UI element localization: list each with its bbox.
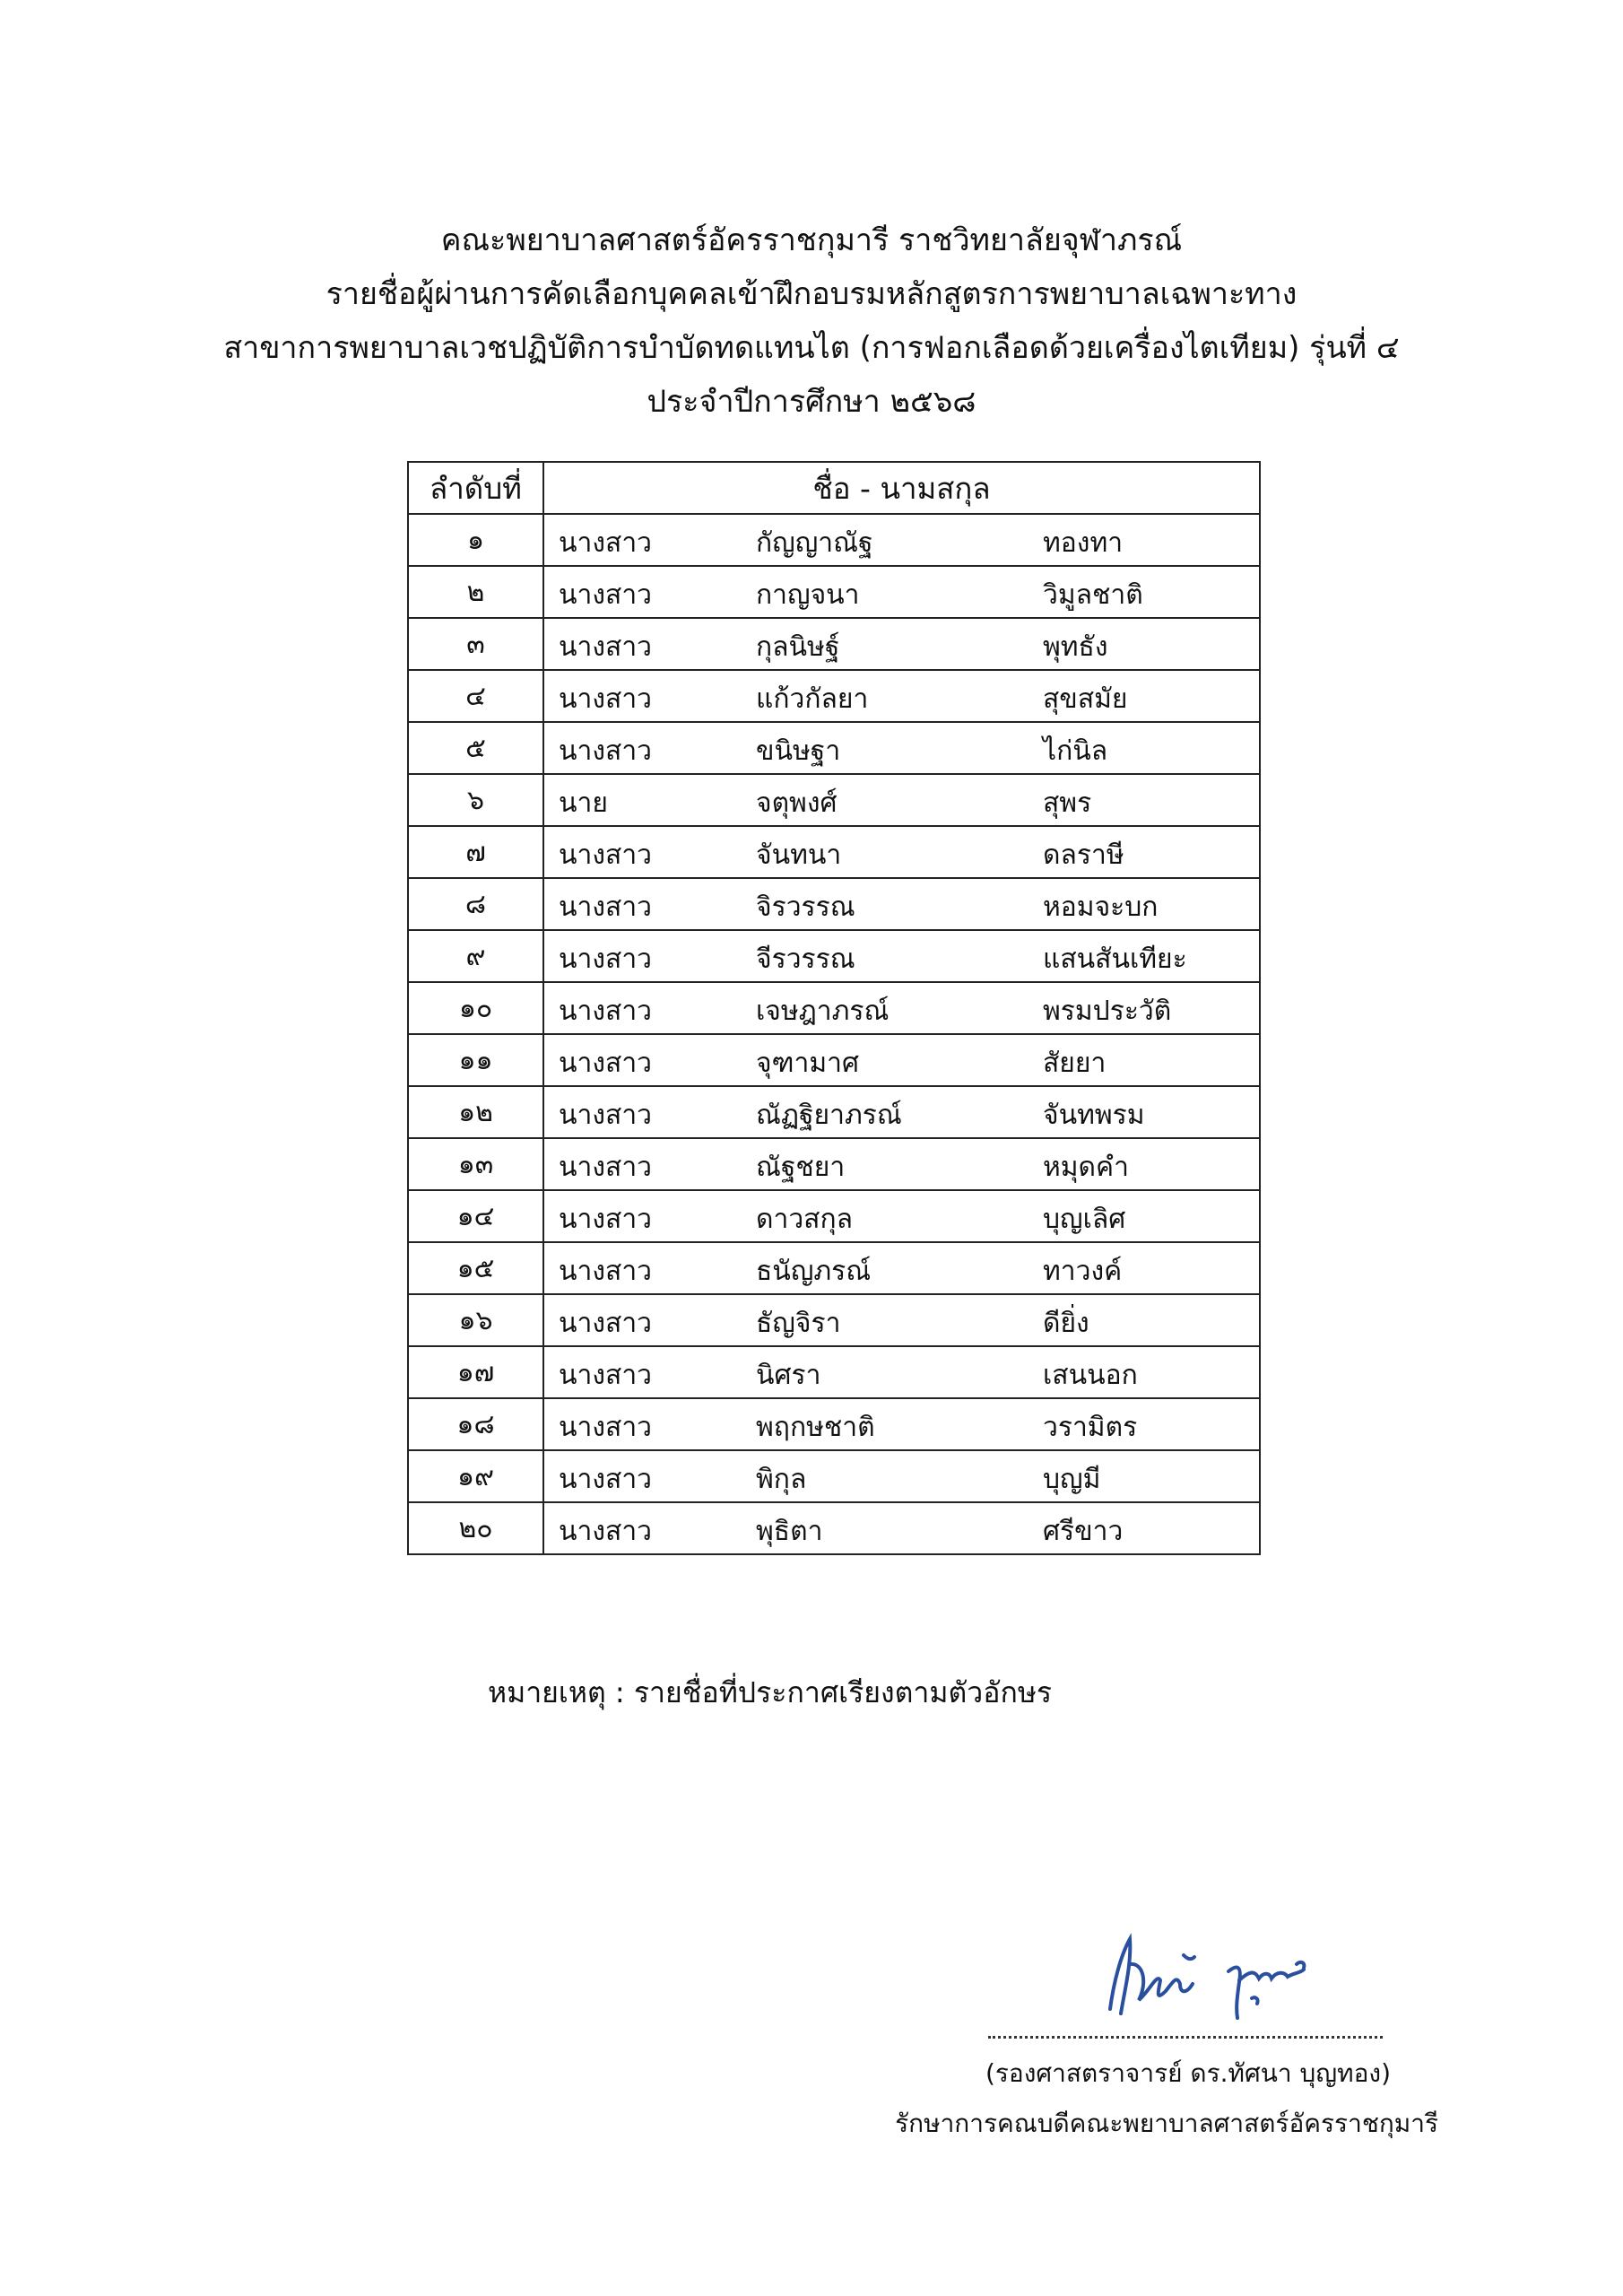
table-row bbox=[408, 1450, 1260, 1502]
name-prefix: นางสาว bbox=[559, 1204, 653, 1235]
first-name: จตุพงศ์ bbox=[756, 787, 838, 819]
table-row bbox=[408, 1398, 1260, 1450]
table-row bbox=[408, 826, 1260, 878]
name-prefix: นางสาว bbox=[559, 1412, 653, 1443]
signer-name: (รองศาสตราจารย์ ดร.ทัศนา บุญทอง) bbox=[985, 2058, 1392, 2088]
name-prefix: นางสาว bbox=[559, 1308, 653, 1339]
row-full-name bbox=[543, 826, 1260, 878]
first-name: จุฑามาศ bbox=[756, 1048, 859, 1079]
last-name: หมุดคำ bbox=[1043, 1152, 1129, 1183]
table-row bbox=[408, 1138, 1260, 1190]
name-prefix: นางสาว bbox=[559, 527, 653, 559]
first-name: เจษฎาภรณ์ bbox=[756, 996, 890, 1027]
name-prefix: นางสาว bbox=[559, 1360, 653, 1391]
table-header-row bbox=[408, 462, 1260, 514]
first-name: แก้วกัลยา bbox=[756, 683, 869, 715]
faculty-title: คณะพยาบาลศาสตร์อัครราชกุมารี ราชวิทยาลัยจุฬาภรณ์ bbox=[440, 222, 1183, 258]
last-name: ศรีขาว bbox=[1043, 1516, 1124, 1547]
name-prefix: นางสาว bbox=[559, 1256, 653, 1287]
last-name: ทาวงค์ bbox=[1043, 1256, 1123, 1287]
row-seq-number: ๑๙ bbox=[408, 1450, 543, 1502]
row-seq-number: ๒๐ bbox=[408, 1502, 543, 1554]
name-prefix: นางสาว bbox=[559, 735, 653, 767]
row-seq-number: ๑๗ bbox=[408, 1346, 543, 1398]
table-row bbox=[408, 930, 1260, 982]
row-full-name bbox=[543, 930, 1260, 982]
last-name: ทองทา bbox=[1043, 527, 1124, 559]
row-seq-number: ๑๒ bbox=[408, 1086, 543, 1138]
last-name: บุญเลิศ bbox=[1043, 1204, 1126, 1235]
first-name: กัญญาณัฐ bbox=[756, 527, 873, 559]
first-name: พฤกษชาติ bbox=[756, 1412, 875, 1443]
name-prefix: นางสาว bbox=[559, 1464, 653, 1495]
column-header-seq: ลำดับที่ bbox=[408, 462, 543, 514]
row-seq-number: ๗ bbox=[408, 826, 543, 878]
table-row bbox=[408, 774, 1260, 826]
row-seq-number: ๑๔ bbox=[408, 1190, 543, 1242]
last-name: พรมประวัติ bbox=[1043, 996, 1172, 1027]
row-full-name bbox=[543, 774, 1260, 826]
name-prefix: นางสาว bbox=[559, 1152, 653, 1183]
name-prefix: นางสาว bbox=[559, 631, 653, 663]
first-name: จิรวรรณ bbox=[756, 891, 855, 923]
last-name: จันทพรม bbox=[1043, 1100, 1145, 1131]
table-row bbox=[408, 1346, 1260, 1398]
signer-title: รักษาการคณบดีคณะพยาบาลศาสตร์อัครราชกุมารี bbox=[895, 2109, 1438, 2138]
row-full-name bbox=[543, 1190, 1260, 1242]
table-row bbox=[408, 878, 1260, 930]
handwritten-signature bbox=[1094, 1928, 1390, 2027]
name-prefix: นางสาว bbox=[559, 1516, 653, 1547]
name-prefix: นางสาว bbox=[559, 579, 653, 611]
row-full-name bbox=[543, 1242, 1260, 1294]
last-name: วรามิตร bbox=[1043, 1412, 1138, 1443]
last-name: พุทธัง bbox=[1043, 631, 1108, 663]
name-prefix: นางสาว bbox=[559, 839, 653, 871]
announcement-title: รายชื่อผู้ผ่านการคัดเลือกบุคคลเข้าฝึกอบรมหลักสูตรการพยาบาลเฉพาะทาง bbox=[325, 276, 1298, 312]
academic-year: ประจำปีการศึกษา ๒๕๖๘ bbox=[647, 384, 976, 420]
last-name: วิมูลชาติ bbox=[1043, 579, 1143, 611]
table-row bbox=[408, 722, 1260, 774]
table-row bbox=[408, 566, 1260, 618]
last-name: สุพร bbox=[1043, 787, 1092, 819]
table-row bbox=[408, 1502, 1260, 1554]
row-seq-number: ๑๕ bbox=[408, 1242, 543, 1294]
row-full-name bbox=[543, 670, 1260, 722]
row-seq-number: ๕ bbox=[408, 722, 543, 774]
program-title: สาขาการพยาบาลเวชปฏิบัติการบำบัดทดแทนไต (การฟอกเลือดด้วยเครื่องไตเทียม) รุ่นที่ ๔ bbox=[223, 330, 1400, 366]
name-prefix: นางสาว bbox=[559, 891, 653, 923]
name-prefix: นาย bbox=[559, 787, 608, 819]
last-name: บุญมี bbox=[1043, 1464, 1101, 1495]
row-full-name bbox=[543, 1398, 1260, 1450]
roster-table bbox=[407, 461, 1261, 1555]
row-full-name bbox=[543, 1502, 1260, 1554]
row-full-name bbox=[543, 514, 1260, 566]
last-name: หอมจะบก bbox=[1043, 891, 1159, 923]
last-name: ดลราษี bbox=[1043, 839, 1124, 871]
row-full-name bbox=[543, 1450, 1260, 1502]
row-full-name bbox=[543, 618, 1260, 670]
row-seq-number: ๖ bbox=[408, 774, 543, 826]
row-seq-number: ๑๑ bbox=[408, 1034, 543, 1086]
row-full-name bbox=[543, 1346, 1260, 1398]
footnote: หมายเหตุ : รายชื่อที่ประกาศเรียงตามตัวอักษร bbox=[488, 1675, 1053, 1709]
signature-line bbox=[988, 2036, 1383, 2039]
table-row bbox=[408, 1034, 1260, 1086]
row-seq-number: ๔ bbox=[408, 670, 543, 722]
row-full-name bbox=[543, 1034, 1260, 1086]
row-seq-number: ๑๖ bbox=[408, 1294, 543, 1346]
last-name: เสนนอก bbox=[1043, 1360, 1138, 1391]
roster-body bbox=[408, 514, 1260, 1554]
row-full-name bbox=[543, 1294, 1260, 1346]
first-name: พุธิตา bbox=[756, 1516, 823, 1547]
row-full-name bbox=[543, 1138, 1260, 1190]
row-seq-number: ๑๓ bbox=[408, 1138, 543, 1190]
first-name: จันทนา bbox=[756, 839, 842, 871]
name-prefix: นางสาว bbox=[559, 683, 653, 715]
row-seq-number: ๓ bbox=[408, 618, 543, 670]
row-seq-number: ๙ bbox=[408, 930, 543, 982]
name-prefix: นางสาว bbox=[559, 996, 653, 1027]
row-full-name bbox=[543, 1086, 1260, 1138]
first-name: ธนัญภรณ์ bbox=[756, 1256, 872, 1287]
first-name: ธัญจิรา bbox=[756, 1308, 841, 1339]
first-name: ขนิษฐา bbox=[756, 735, 841, 767]
column-header-name: ชื่อ - นามสกุล bbox=[543, 462, 1260, 514]
first-name: พิกุล bbox=[756, 1464, 807, 1495]
first-name: ณัฐชยา bbox=[756, 1152, 846, 1183]
last-name: สัยยา bbox=[1043, 1048, 1107, 1079]
first-name: กาญจนา bbox=[756, 579, 860, 611]
row-full-name bbox=[543, 566, 1260, 618]
last-name: ไก่นิล bbox=[1043, 735, 1108, 767]
row-full-name bbox=[543, 982, 1260, 1034]
first-name: ดาวสกุล bbox=[756, 1204, 854, 1235]
table-row bbox=[408, 982, 1260, 1034]
table-row bbox=[408, 1190, 1260, 1242]
first-name: นิศรา bbox=[756, 1360, 821, 1391]
row-seq-number: ๑๘ bbox=[408, 1398, 543, 1450]
first-name: จีรวรรณ bbox=[756, 944, 855, 975]
table-row bbox=[408, 1242, 1260, 1294]
row-seq-number: ๒ bbox=[408, 566, 543, 618]
table-row bbox=[408, 1294, 1260, 1346]
signature-block bbox=[895, 1928, 1438, 2179]
name-prefix: นางสาว bbox=[559, 1048, 653, 1079]
table-row bbox=[408, 670, 1260, 722]
first-name: ณัฏฐิยาภรณ์ bbox=[756, 1100, 902, 1131]
last-name: แสนสันเทียะ bbox=[1043, 944, 1187, 975]
table-row bbox=[408, 618, 1260, 670]
row-full-name bbox=[543, 878, 1260, 930]
first-name: กุลนิษฐ์ bbox=[756, 631, 840, 663]
last-name: สุขสมัย bbox=[1043, 683, 1128, 715]
table-row bbox=[408, 1086, 1260, 1138]
name-prefix: นางสาว bbox=[559, 944, 653, 975]
document-header bbox=[0, 213, 1623, 429]
row-seq-number: ๑ bbox=[408, 514, 543, 566]
table-row bbox=[408, 514, 1260, 566]
name-prefix: นางสาว bbox=[559, 1100, 653, 1131]
row-full-name bbox=[543, 722, 1260, 774]
row-seq-number: ๑๐ bbox=[408, 982, 543, 1034]
last-name: ดียิ่ง bbox=[1043, 1308, 1089, 1339]
row-seq-number: ๘ bbox=[408, 878, 543, 930]
